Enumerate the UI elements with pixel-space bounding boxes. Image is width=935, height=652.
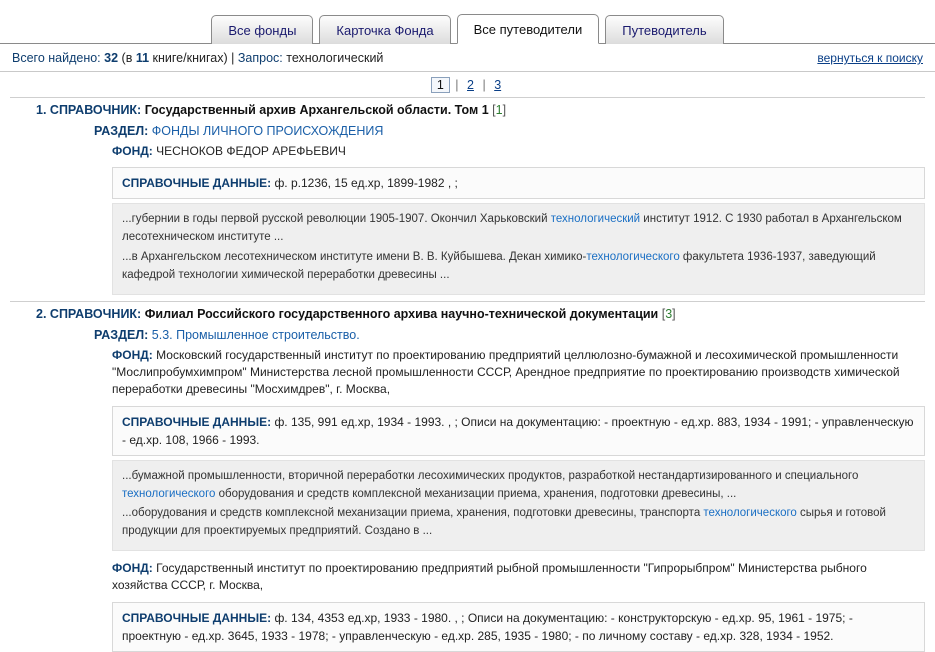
section-value[interactable]: ФОНДЫ ЛИЧНОГО ПРОИСХОЖДЕНИЯ	[151, 124, 384, 138]
page-1-button[interactable]: 1	[431, 77, 450, 93]
tab-all-funds[interactable]: Все фонды	[211, 15, 313, 44]
reference-data-card	[112, 406, 925, 456]
pagination	[0, 72, 935, 97]
found-label: Всего найдено:	[12, 51, 101, 65]
pager-sep-1: |	[455, 78, 459, 92]
fund-label: ФОНД:	[112, 561, 153, 576]
hit-count-value: 3	[665, 306, 673, 321]
reference-data-label: СПРАВОЧНЫЕ ДАННЫЕ:	[122, 176, 272, 191]
snippet-text: ...в Архангельском лесотехническом институте имени В. В. Куйбышева. Декан химико-технологического факультета 1936-1937, заведующий кафедрой технологии химической переработки древесины ...	[122, 251, 876, 281]
snippet-line	[122, 249, 915, 285]
found-count: 32	[104, 51, 119, 65]
query-value: технологический	[286, 51, 384, 65]
page-2-button[interactable]: 2	[467, 78, 474, 92]
tab-fund-card[interactable]: Карточка Фонда	[319, 15, 450, 44]
hit-count-value: 1	[495, 103, 503, 117]
result-hit-count	[662, 307, 676, 321]
snippet-block	[112, 203, 925, 294]
reference-data-card	[112, 602, 925, 652]
tab-bar	[0, 0, 935, 44]
result-kind-label: СПРАВОЧНИК:	[49, 306, 142, 321]
pager-sep-2: |	[482, 78, 486, 92]
result-heading	[10, 301, 925, 325]
snippet-text: ...бумажной промышленности, вторичной переработки лесохимических продуктов, разработкой нестандартизированного и специального технологического оборудования и средств комплексной механизации приема, хранения, подготовки древесины, ...	[122, 469, 859, 500]
tab-all-guides[interactable]: Все путеводители	[457, 14, 600, 44]
results-list	[0, 97, 935, 652]
snippet-line	[122, 468, 915, 504]
section-row	[94, 325, 925, 344]
highlighted-term: технологического	[703, 507, 797, 520]
fund-row	[94, 344, 925, 401]
reference-data-card	[112, 167, 925, 199]
fund-value: Московский государственный институт по проектированию предприятий целлюлозно-бумажной и лесохимической промышленности "Мослипробумхимпром" Министерства лесной промышленности СССР, Арендное предприятие по проектированию производств химической переработки древесины "Мосхимдрев", г. Москва,	[112, 347, 900, 397]
hit-count-close: ]	[672, 306, 676, 321]
query-label: Запрос:	[237, 51, 283, 65]
hit-count-open: [	[492, 103, 496, 117]
result-kind-label: СПРАВОЧНИК:	[49, 103, 142, 117]
highlighted-term: технологического	[586, 251, 680, 264]
result-title[interactable]: Государственный архив Архангельской области. Том 1	[144, 103, 489, 117]
hit-count-open: [	[661, 306, 666, 321]
fund-label: ФОНД:	[112, 144, 153, 158]
result-body	[10, 121, 925, 295]
books-word: книге/книгах)	[152, 51, 228, 65]
section-value[interactable]: 5.3. Промышленное строительство.	[151, 327, 360, 342]
fund-value: ЧЕСНОКОВ ФЕДОР АРЕФЬЕВИЧ	[156, 144, 346, 158]
snippet-text: ...оборудования и средств комплексной механизации приема, хранения, подготовки древесины, транспорта технологического сырья и готовой продукции для проектируемых предприятий. Создано в ...	[122, 507, 886, 538]
summary-divider: |	[231, 51, 235, 65]
highlighted-term: технологического	[122, 487, 216, 500]
fund-row	[94, 557, 925, 597]
fund-row	[94, 140, 925, 162]
hit-count-close: ]	[502, 103, 507, 117]
reference-data-value: ф. 134, 4353 ед.хр, 1933 - 1980. , ; Описи на документацию: - конструкторскую - ед.хр. 95, 1961 - 1975; - проектную - ед.хр. 3645, 1933 - 1978; - управленческую - ед.хр. 285, 1935 - 1980; - по личному составу - ед.хр. 328, 1934 - 1952.	[122, 610, 853, 643]
result-item	[10, 301, 925, 652]
result-title[interactable]: Филиал Российского государственного архива научно-технической документации	[144, 306, 659, 321]
section-row	[94, 121, 925, 140]
fund-value: Государственный институт по проектированию предприятий рыбной промышленности "Гипрорыбпром" Министерства рыбного хозяйства СССР, г. Москва,	[112, 561, 867, 593]
snippet-line	[122, 211, 915, 247]
result-body	[10, 325, 925, 652]
snippet-block	[112, 460, 925, 551]
reference-data-label: СПРАВОЧНЫЕ ДАННЫЕ:	[122, 414, 272, 429]
section-label: РАЗДЕЛ:	[94, 327, 149, 342]
results-summary	[0, 44, 935, 72]
page-3-button[interactable]: 3	[494, 78, 502, 92]
books-count: 11	[135, 51, 150, 65]
snippet-text: ...губернии в годы первой русской революции 1905-1907. Окончил Харьковский технологический институт 1912. С 1930 работал в Архангельском лесотехническом институте ...	[122, 213, 902, 244]
reference-data-label: СПРАВОЧНЫЕ ДАННЫЕ:	[122, 610, 272, 625]
result-number: 2.	[36, 306, 47, 321]
highlighted-term: технологический	[550, 213, 641, 226]
reference-data-value: ф. р.1236, 15 ед.хр, 1899-1982 , ;	[274, 176, 458, 191]
snippet-line	[122, 505, 915, 541]
section-label: РАЗДЕЛ:	[94, 124, 149, 138]
fund-label: ФОНД:	[112, 347, 153, 362]
reference-data-value: ф. 135, 991 ед.хр, 1934 - 1993. , ; Описи на документацию: - проектную - ед.хр. 883, 1934 - 1991; - управленческую - ед.хр. 108, 1966 - 1993.	[122, 414, 914, 447]
in-open: (в	[121, 51, 133, 65]
result-number: 1.	[36, 103, 47, 117]
tab-guide[interactable]: Путеводитель	[605, 15, 723, 44]
result-item	[10, 97, 925, 295]
back-to-search-link[interactable]: вернуться к поиску	[817, 51, 923, 65]
result-hit-count	[492, 103, 506, 117]
result-heading	[10, 97, 925, 121]
